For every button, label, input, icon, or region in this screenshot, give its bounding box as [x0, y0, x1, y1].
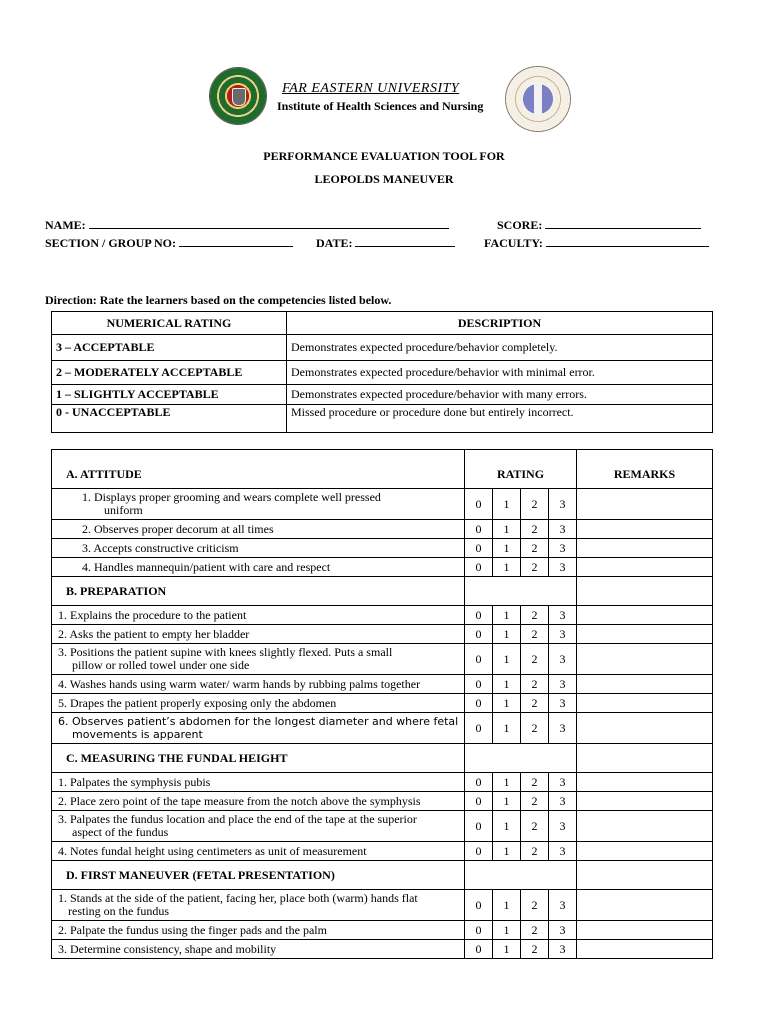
score-1[interactable]: 1 — [493, 644, 521, 675]
score-1[interactable]: 1 — [493, 890, 521, 921]
remarks-cell[interactable] — [577, 489, 713, 520]
date-blank[interactable] — [355, 236, 455, 247]
item-text: 2. Palpate the fundus using the finger pads and the palm — [58, 922, 327, 937]
score-0[interactable]: 0 — [465, 792, 493, 811]
item-text-continued: movements is apparent — [72, 728, 203, 741]
rating-description: Demonstrates expected procedure/behavior completely. — [287, 335, 713, 361]
item-text-continued: resting on the fundus — [68, 904, 169, 918]
remarks-cell[interactable] — [577, 520, 713, 539]
remarks-cell[interactable] — [577, 773, 713, 792]
score-0[interactable]: 0 — [465, 558, 493, 577]
rating-label: 2 – MODERATELY ACCEPTABLE — [52, 361, 287, 385]
score-3[interactable]: 3 — [549, 625, 577, 644]
evaluation-item — [52, 811, 465, 842]
item-text-continued: aspect of the fundus — [72, 825, 169, 839]
evaluation-row — [52, 625, 713, 644]
item-text-continued: pillow or rolled towel under one side — [72, 658, 250, 672]
evaluation-item — [52, 489, 465, 520]
score-1[interactable]: 1 — [493, 694, 521, 713]
score-0[interactable]: 0 — [465, 773, 493, 792]
score-2[interactable]: 2 — [521, 520, 549, 539]
evaluation-item — [52, 625, 465, 644]
evaluation-item — [52, 890, 465, 921]
rating-description: Missed procedure or procedure done but entirely incorrect. — [287, 405, 713, 433]
evaluation-item — [52, 773, 465, 792]
score-1[interactable]: 1 — [493, 842, 521, 861]
score-1[interactable]: 1 — [493, 606, 521, 625]
evaluation-row — [52, 694, 713, 713]
evaluation-row — [52, 644, 713, 675]
section-remarks-blank — [577, 744, 713, 773]
evaluation-row — [52, 811, 713, 842]
score-3[interactable]: 3 — [549, 675, 577, 694]
document-title-line2: LEOPOLDS MANEUVER — [314, 172, 454, 186]
section-label: SECTION / GROUP NO: — [45, 236, 177, 250]
score-3[interactable]: 3 — [549, 890, 577, 921]
date-label: DATE: — [316, 236, 353, 250]
score-2[interactable]: 2 — [521, 644, 549, 675]
name-blank[interactable] — [89, 218, 449, 229]
item-text: 4. Notes fundal height using centimeters as unit of measurement — [58, 843, 367, 858]
rating-row — [52, 405, 713, 433]
score-2[interactable]: 2 — [521, 694, 549, 713]
section-rating-blank — [465, 861, 577, 890]
evaluation-item — [52, 842, 465, 861]
evaluation-item — [52, 921, 465, 940]
score-0[interactable]: 0 — [465, 890, 493, 921]
item-text: Observes proper decorum at all times — [94, 521, 274, 536]
remarks-cell[interactable] — [577, 842, 713, 861]
university-seal-icon — [210, 68, 266, 124]
score-0[interactable]: 0 — [465, 713, 493, 744]
score-2[interactable]: 2 — [521, 773, 549, 792]
score-0[interactable]: 0 — [465, 675, 493, 694]
rating-row — [52, 335, 713, 361]
score-1[interactable]: 1 — [493, 539, 521, 558]
section-title-first-maneuver: D. FIRST MANEUVER (FETAL PRESENTATION) — [52, 861, 465, 890]
score-1[interactable]: 1 — [493, 940, 521, 959]
score-2[interactable]: 2 — [521, 489, 549, 520]
remarks-cell[interactable] — [577, 558, 713, 577]
score-0[interactable]: 0 — [465, 606, 493, 625]
score-2[interactable]: 2 — [521, 713, 549, 744]
item-number: 4. — [82, 559, 91, 574]
score-0[interactable]: 0 — [465, 520, 493, 539]
evaluation-item — [52, 694, 465, 713]
evaluation-item — [52, 520, 465, 539]
score-3[interactable]: 3 — [549, 773, 577, 792]
evaluation-row — [52, 520, 713, 539]
item-text: 2. Place zero point of the tape measure from the notch above the symphysis — [58, 793, 421, 808]
item-text: 1. Stands at the side of the patient, facing her, place both (warm) hands flat — [58, 891, 418, 905]
evaluation-item — [52, 558, 465, 577]
item-text: Accepts constructive criticism — [93, 540, 239, 555]
section-remarks-blank — [577, 861, 713, 890]
score-3[interactable]: 3 — [549, 558, 577, 577]
name-field — [45, 218, 449, 233]
score-0[interactable]: 0 — [465, 625, 493, 644]
item-text: 3. Positions the patient supine with knees slightly flexed. Puts a small — [58, 645, 393, 659]
evaluation-row — [52, 921, 713, 940]
item-text: 1. Explains the procedure to the patient — [58, 607, 247, 622]
score-1[interactable]: 1 — [493, 675, 521, 694]
score-1[interactable]: 1 — [493, 713, 521, 744]
item-text: 3. Determine consistency, shape and mobility — [58, 941, 277, 956]
section-title-fundal-height: C. MEASURING THE FUNDAL HEIGHT — [52, 744, 465, 773]
rating-column-header: NUMERICAL RATING — [52, 312, 287, 335]
remarks-cell[interactable] — [577, 890, 713, 921]
score-1[interactable]: 1 — [493, 921, 521, 940]
item-text-continued: uniform — [104, 503, 143, 517]
score-3[interactable]: 3 — [549, 520, 577, 539]
nursing-seal-icon — [505, 66, 571, 132]
item-text: Handles mannequin/patient with care and respect — [94, 559, 331, 574]
evaluation-row — [52, 539, 713, 558]
item-number: 1. — [82, 490, 91, 504]
remarks-cell[interactable] — [577, 606, 713, 625]
direction-text: Direction: Rate the learners based on the competencies listed below. — [45, 293, 392, 307]
score-3[interactable]: 3 — [549, 489, 577, 520]
item-text: Displays proper grooming and wears complete well pressed — [94, 490, 381, 504]
rating-scale-table — [51, 311, 713, 433]
document-title-line1: PERFORMANCE EVALUATION TOOL FOR — [263, 149, 505, 163]
score-2[interactable]: 2 — [521, 842, 549, 861]
evaluation-row — [52, 489, 713, 520]
evaluation-row — [52, 713, 713, 744]
section-rating-blank — [465, 744, 577, 773]
evaluation-item — [52, 675, 465, 694]
score-field — [497, 218, 701, 233]
score-2[interactable]: 2 — [521, 890, 549, 921]
score-2[interactable]: 2 — [521, 811, 549, 842]
score-2[interactable]: 2 — [521, 675, 549, 694]
remarks-cell[interactable] — [577, 940, 713, 959]
score-2[interactable]: 2 — [521, 792, 549, 811]
score-0[interactable]: 0 — [465, 940, 493, 959]
score-3[interactable]: 3 — [549, 539, 577, 558]
section-blank[interactable] — [179, 236, 293, 247]
score-blank[interactable] — [545, 218, 701, 229]
score-0[interactable]: 0 — [465, 694, 493, 713]
evaluation-row — [52, 890, 713, 921]
score-2[interactable]: 2 — [521, 558, 549, 577]
item-number: 3. — [82, 540, 91, 555]
evaluation-row — [52, 773, 713, 792]
score-1[interactable]: 1 — [493, 558, 521, 577]
faculty-field — [484, 236, 709, 251]
evaluation-item — [52, 644, 465, 675]
score-3[interactable]: 3 — [549, 644, 577, 675]
score-3[interactable]: 3 — [549, 842, 577, 861]
section-field — [45, 236, 293, 251]
evaluation-row — [52, 940, 713, 959]
rating-description: Demonstrates expected procedure/behavior with many errors. — [287, 385, 713, 405]
remarks-cell[interactable] — [577, 625, 713, 644]
score-3[interactable]: 3 — [549, 713, 577, 744]
evaluation-item — [52, 940, 465, 959]
score-3[interactable]: 3 — [549, 694, 577, 713]
name-label: NAME: — [45, 218, 86, 232]
evaluation-row — [52, 606, 713, 625]
score-3[interactable]: 3 — [549, 921, 577, 940]
item-text: 3. Palpates the fundus location and place the end of the tape at the superior — [58, 812, 417, 826]
remarks-header: REMARKS — [577, 450, 713, 489]
section-remarks-blank — [577, 577, 713, 606]
score-1[interactable]: 1 — [493, 520, 521, 539]
remarks-cell[interactable] — [577, 811, 713, 842]
remarks-cell[interactable] — [577, 539, 713, 558]
item-number: 2. — [82, 521, 91, 536]
score-1[interactable]: 1 — [493, 625, 521, 644]
item-text: 2. Asks the patient to empty her bladder — [58, 626, 250, 641]
score-0[interactable]: 0 — [465, 811, 493, 842]
item-text: 4. Washes hands using warm water/ warm hands by rubbing palms together — [58, 676, 421, 691]
rating-label: 0 - UNACCEPTABLE — [52, 405, 287, 433]
institute-name: Institute of Health Sciences and Nursing — [277, 99, 484, 113]
score-3[interactable]: 3 — [549, 606, 577, 625]
section-title-preparation: B. PREPARATION — [52, 577, 465, 606]
evaluation-row — [52, 842, 713, 861]
evaluation-item — [52, 713, 465, 744]
rating-header: RATING — [465, 450, 577, 489]
score-3[interactable]: 3 — [549, 811, 577, 842]
section-title-attitude: A. ATTITUDE — [52, 450, 465, 489]
section-rating-blank — [465, 577, 577, 606]
faculty-label: FACULTY: — [484, 236, 543, 250]
remarks-cell[interactable] — [577, 694, 713, 713]
score-0[interactable]: 0 — [465, 539, 493, 558]
remarks-cell[interactable] — [577, 921, 713, 940]
item-text: 6. Observes patient’s abdomen for the longest diameter and where fetal — [58, 715, 459, 728]
rating-row — [52, 361, 713, 385]
item-text: 1. Palpates the symphysis pubis — [58, 774, 211, 789]
evaluation-item — [52, 792, 465, 811]
rating-label: 1 – SLIGHTLY ACCEPTABLE — [52, 385, 287, 405]
remarks-cell[interactable] — [577, 792, 713, 811]
score-3[interactable]: 3 — [549, 792, 577, 811]
score-1[interactable]: 1 — [493, 489, 521, 520]
remarks-cell[interactable] — [577, 644, 713, 675]
evaluation-row — [52, 675, 713, 694]
score-0[interactable]: 0 — [465, 644, 493, 675]
remarks-cell[interactable] — [577, 713, 713, 744]
score-3[interactable]: 3 — [549, 940, 577, 959]
evaluation-item — [52, 539, 465, 558]
score-2[interactable]: 2 — [521, 625, 549, 644]
evaluation-row — [52, 558, 713, 577]
description-column-header: DESCRIPTION — [287, 312, 713, 335]
rating-label: 3 – ACCEPTABLE — [52, 335, 287, 361]
evaluation-row — [52, 792, 713, 811]
score-1[interactable]: 1 — [493, 792, 521, 811]
date-field — [316, 236, 455, 251]
faculty-blank[interactable] — [546, 236, 709, 247]
item-text: 5. Drapes the patient properly exposing only the abdomen — [58, 695, 337, 710]
score-1[interactable]: 1 — [493, 773, 521, 792]
score-2[interactable]: 2 — [521, 606, 549, 625]
score-1[interactable]: 1 — [493, 811, 521, 842]
score-2[interactable]: 2 — [521, 539, 549, 558]
university-name: FAR EASTERN UNIVERSITY — [282, 81, 460, 96]
score-2[interactable]: 2 — [521, 921, 549, 940]
evaluation-table — [51, 449, 713, 959]
score-0[interactable]: 0 — [465, 489, 493, 520]
score-2[interactable]: 2 — [521, 940, 549, 959]
evaluation-item — [52, 606, 465, 625]
remarks-cell[interactable] — [577, 675, 713, 694]
rating-description: Demonstrates expected procedure/behavior with minimal error. — [287, 361, 713, 385]
score-label: SCORE: — [497, 218, 543, 232]
rating-row — [52, 385, 713, 405]
score-0[interactable]: 0 — [465, 921, 493, 940]
score-0[interactable]: 0 — [465, 842, 493, 861]
